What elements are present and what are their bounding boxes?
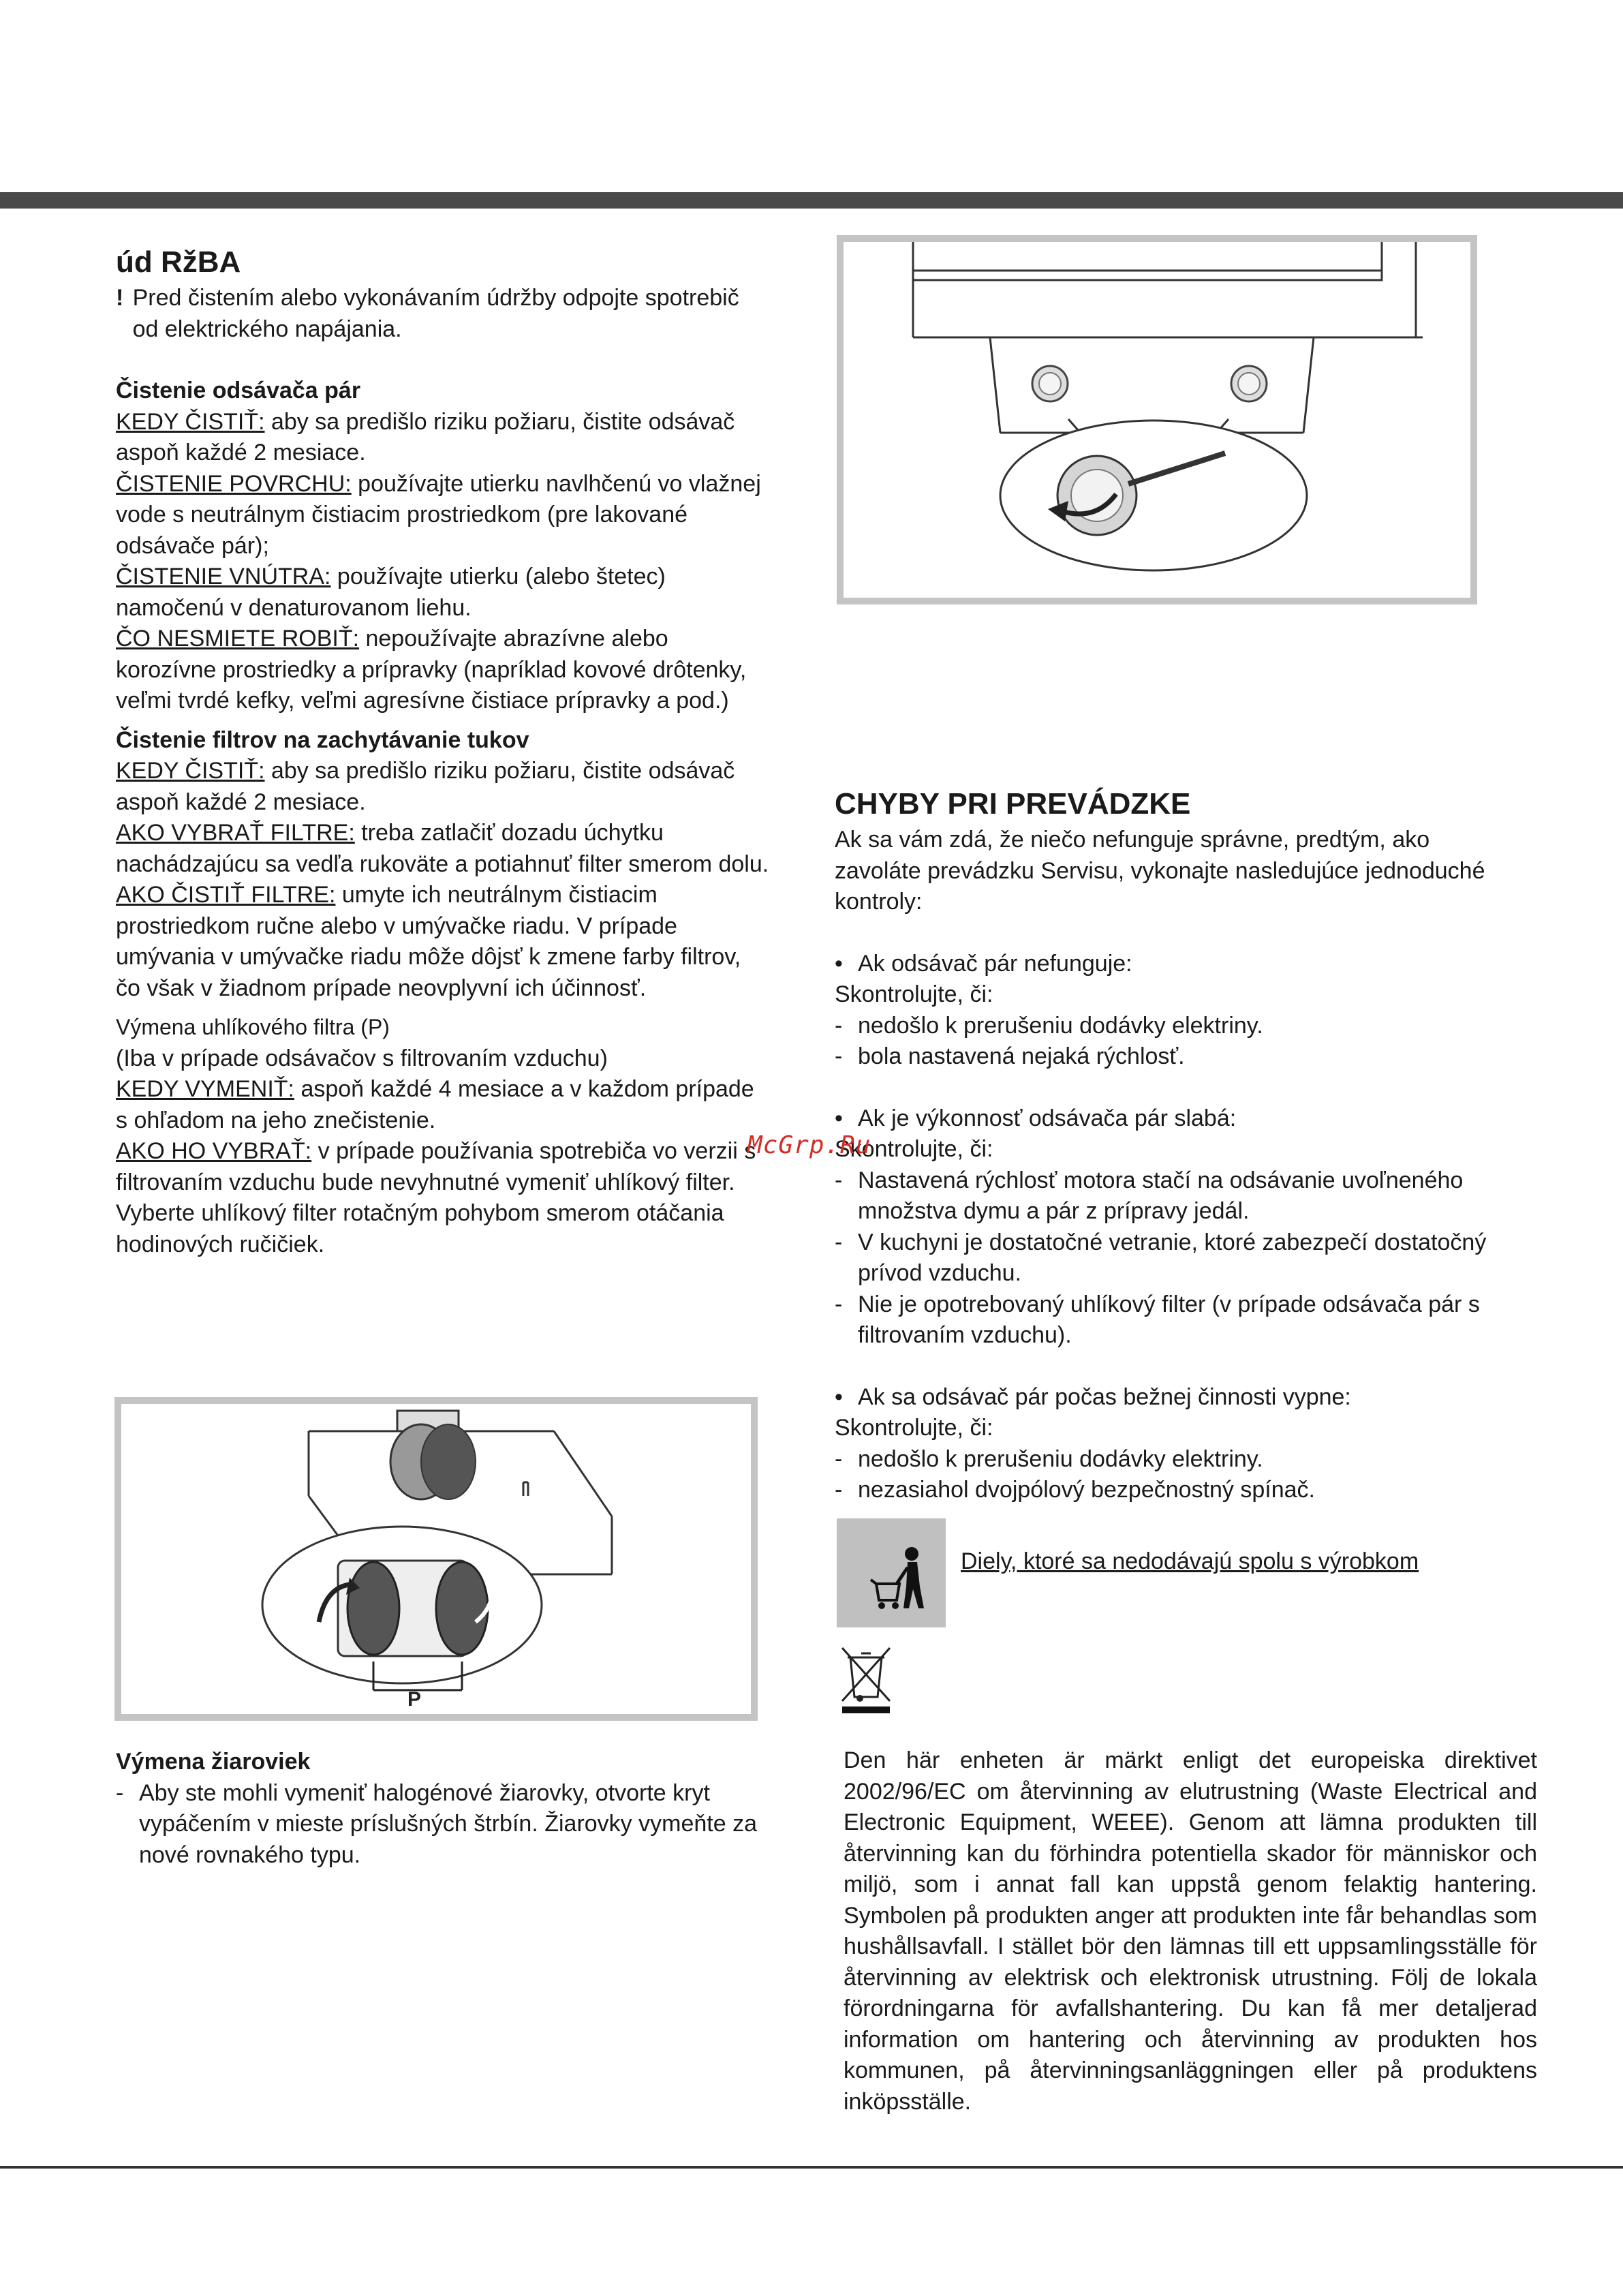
lamp-section (116, 1747, 770, 1871)
carbon-rotate: Vyberte uhlíkový filter rotačným pohybom smerom otáčania hodinových ručičiek. (116, 1200, 724, 1257)
hood-para-3: ČISTENIE VNÚTRA: používajte utierku (alebo štetec) namočenú v denaturovanom liehu. (116, 564, 666, 621)
shopping-cart-icon (837, 1518, 946, 1627)
filters-para-1: KEDY ČISTIŤ: aby sa predišlo riziku požiaru, čistite odsávač aspoň každé 2 mesiace. (116, 758, 735, 815)
list-item: - nezasiahol dvojpólový bezpečnostný spínač. (835, 1477, 1315, 1503)
zoom-bubble (1000, 420, 1307, 570)
list-item: - nedošlo k prerušeniu dodávky elektriny. (835, 1012, 1263, 1039)
figure-label-p: P (407, 1688, 422, 1711)
lamp-text: Aby ste mohli vymeniť halogénové žiarovky, otvorte kryt vypáčením v mieste príslušných štrbín. Žiarovky vymeňte za nové rovnakého typu. (139, 1779, 757, 1868)
top-bar (0, 192, 1623, 209)
list-item: - nedošlo k prerušeniu dodávky elektriny. (835, 1445, 1263, 1472)
filters-para-2: AKO VYBRAŤ FILTRE: treba zatlačiť dozadu úchytku nachádzajúcu sa vedľa rukoväte a potiahnuť filter smerom dolu. (116, 820, 769, 877)
carbon-title: Výmena uhlíkového filtra (P) (116, 1015, 390, 1039)
carbon-note: (Iba v prípade odsávačov s filtrovaním vzduchu) (116, 1045, 608, 1071)
carbon-filter-right-icon (436, 1562, 488, 1655)
hood-lamps-illustration (844, 242, 1470, 598)
carbon-filter-left-icon (347, 1562, 399, 1655)
list-item: - Nie je opotrebovaný uhlíkový filter (v prípade odsávača pár s filtrovaním vzduchu). (835, 1291, 1480, 1348)
list-item: - V kuchyni je dostatočné vetranie, ktoré zabezpečí dostatočný prívod vzduchu. (835, 1229, 1487, 1286)
troubleshooting-intro: Ak sa vám zdá, že niečo nefunguje správne, predtým, ako zavoláte prevádzku Servisu, vykonajte nasledujúce jednoduché kontroly: (835, 827, 1485, 915)
watermark: McGrp.Ru (747, 1131, 871, 1159)
troubleshooting-section (835, 784, 1516, 1506)
group-1: • Ak odsávač pár nefunguje: Skontrolujte, či: - nedošlo k prerušeniu dodávky elektriny. - bola nastavená nejaká rýchlosť. (835, 949, 1516, 1073)
group-3: • Ak sa odsávač pár počas bežnej činnosti vypne: Skontrolujte, či: - nedošlo k prerušeniu dodávky elektriny. - nezasiahol dvojpólový bezpečnostný spínač. (835, 1382, 1516, 1506)
hood-para-1: KEDY ČISTIŤ: aby sa predišlo riziku požiaru, čistite odsávač aspoň každé 2 mesiace. (116, 408, 735, 465)
list-item: - Nastavená rýchlosť motora stačí na odsávanie uvoľneného množstva dymu a pár z prípravy jedál. (835, 1167, 1464, 1224)
group-2-heading: Ak je výkonnosť odsávača pár slabá: (858, 1105, 1237, 1131)
bottom-rule (0, 2166, 1623, 2169)
group-3-heading: Ak sa odsávač pár počas bežnej činnosti vypne: (858, 1383, 1351, 1410)
carbon-filter-figure (114, 1397, 758, 1721)
weee-text: Den här enheten är märkt enligt det europeiska direktivet 2002/96/EC om återvinning av elutrustning (Waste Electrical and Electronic Equipment, WEEE). Genom att lämna produkten till återvinning kan du förhindra potentiella skador för människor och miljö, som i annat fall kan uppstå genom felaktig hantering. Symbolen på produkten anger att produkten inte får behandlas som hushållsavfall. I stället bör den lämnas till ett uppsamlingsställe för återvinning av elektrisk och elektronisk utrustning. Följ de lokala förordningarna för avfallshantering. Du kan få mer detaljerad information om hantering och återvinning av produkten hos kommunen, på återvinningsanläggningen eller på produktens inköpsställe. (844, 1747, 1537, 2115)
hood-para-2: ČISTENIE POVRCHU: používajte utierku navlhčenú vo vlažnej vode s neutrálnym čistiacim prostriedkom (pre lakované odsávače pár); (116, 470, 761, 559)
lamp-figure (837, 235, 1477, 604)
filters-para-3: AKO ČISTIŤ FILTRE: umyte ich neutrálnym čistiacim prostriedkom ručne alebo v umývačke riadu. V prípade umývania v umývačke riadu môže dôjsť k zmene farby filtrov, čo však v žiadnom prípade neovplyvní ich účinnosť. (116, 882, 741, 1001)
parts-icon-box (837, 1518, 946, 1627)
hood-para-4: ČO NESMIETE ROBIŤ: nepoužívajte abrazívne alebo korozívne prostriedky a prípravky (napríklad kovové drôtenky, veľmi tvrdé kefky, veľmi agresívne čistiace prípravky a pod.) (116, 626, 747, 714)
warning-note (116, 283, 770, 345)
maintenance-title: úd RžBA (116, 245, 241, 279)
carbon-filter-illustration (121, 1404, 751, 1714)
filters-title: Čistenie filtrov na zachytávanie tukov (116, 726, 529, 753)
hood-cleaning-title: Čistenie odsávača pár (116, 378, 361, 403)
group-1-heading: Ak odsávač pár nefunguje: (858, 950, 1132, 977)
warning-mark: ! (116, 285, 124, 311)
group-1-check: Skontrolujte, či: (835, 981, 993, 1007)
weee-bin-icon (837, 1644, 895, 1716)
group-2-check: Skontrolujte, či: (835, 1136, 993, 1162)
group-3-check: Skontrolujte, či: (835, 1415, 993, 1441)
group-2: • Ak je výkonnosť odsávača pár slabá: Skontrolujte, či: - Nastavená rýchlosť motora stačí na odsávanie uvoľneného množstva dymu a pár z prípravy jedál. - V kuchyni je dostatočné vetranie, ktoré zabezpečí dostatočný prívod vzduchu. - Nie je opotrebovaný uhlíkový filter (v prípade odsávača pár s filtrovaním vzduchu). (835, 1103, 1516, 1351)
warning-text: Pred čistením alebo vykonávaním údržby odpojte spotrebič od elektrického napájania. (132, 285, 739, 342)
troubleshooting-title: CHYBY PRI PREVÁDZKE (835, 787, 1191, 821)
list-item: - bola nastavená nejaká rýchlosť. (835, 1043, 1185, 1069)
lamp-title: Výmena žiaroviek (116, 1749, 311, 1775)
parts-label: Diely, ktoré sa nedodávajú spolu s výrobkom (961, 1548, 1419, 1574)
carbon-para-2: AKO HO VYBRAŤ: v prípade používania spotrebiča vo verzii s filtrovaním vzduchu bude nevyhnutné vymeniť uhlíkový filter. (116, 1138, 756, 1195)
lamp-item: - Aby ste mohli vymeniť halogénové žiarovky, otvorte kryt vypáčením v mieste príslušných štrbín. Žiarovky vymeňte za nové rovnakého typu. (116, 1778, 770, 1871)
carbon-para-1: KEDY VYMENIŤ: aspoň každé 4 mesiace a v každom prípade s ohľadom na jeho znečistenie. (116, 1076, 754, 1133)
maintenance-section (116, 242, 770, 1260)
